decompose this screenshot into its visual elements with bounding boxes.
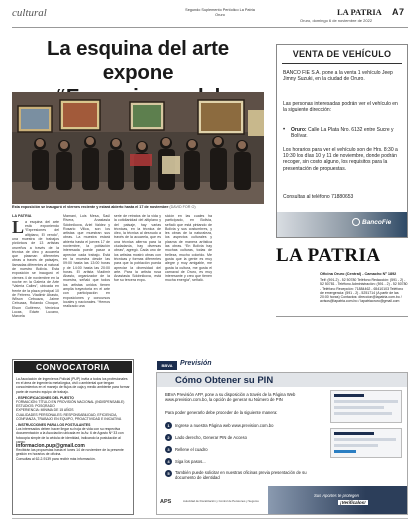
article-column-3-text: serie de retratos de la vida y la cotidianidad del altiplano y del paisaje, hay varias técnicas, en la técnica de óleo, la técnica al desnudo a través de la acuarela, que es una técnica alterna para la ciudadanía, hay diversas obras”, agregó. Cada uno de los artistas mostró obras con técnicas y formas diferentes para que la población pueda apreciar la diversidad del arte. Para la artista rusa Anastasia Sdobnikova, está fue su tercera expo- [114, 214, 161, 283]
supplement-label: Segundo Suplemento Periódico La Patria Oruro [185, 8, 255, 17]
step-2-text: Lado derecho, Generar PIN de Acceso [175, 435, 247, 440]
website-screenshot-2 [330, 428, 402, 458]
aps-logo: APS [160, 499, 172, 505]
masthead-divider [276, 316, 408, 317]
masthead-office: Oficina Oruro (Central) - Camacho Nº 1892 [320, 272, 397, 276]
ad-paragraph-2: Las personas interesadas podrán ver el vehículo en la siguiente dirección: [283, 101, 398, 114]
article-byline: LA PATRIA [12, 214, 32, 218]
prevision-instructions: Para poder generarlo debe proceder de la siguiente manera: [165, 410, 278, 415]
header-divider [12, 27, 408, 28]
convocatoria-deadline: Recibirán las propuestas hasta el lunes 14 de noviembre de la presente gestión en horarios de oficina. [16, 448, 124, 457]
photo-caption [12, 205, 264, 209]
exhibition-photo-illustration [12, 92, 264, 204]
headline-line-1: La esquina del arte expone [47, 37, 229, 84]
ad-contact: Consultas al teléfono 71880653 [283, 194, 354, 200]
masthead-logo: LA PATRIA [276, 245, 381, 266]
website-screenshot-1 [330, 390, 402, 423]
convocatoria-intro: La Asociación de Ingenieros Policial (PUP) invita a todos los profesionales en el área de ingeniería metalúrgica, civil o ambiental que tengan conocimientos en el manejo de flujos de caja y medio ambiente para formar parte de nuestro equipo de trabajo. [16, 377, 130, 394]
article-column-2 [63, 214, 110, 309]
bullet-icon: • [283, 127, 286, 133]
page-footer-divider [12, 518, 408, 519]
step-4-text: Siga los pasos... [175, 459, 206, 464]
convocatoria-studies: ESTUDIOS: POSGRADO [16, 404, 55, 409]
convocatoria-body [16, 377, 130, 461]
ad-title: VENTA DE VEHÍCULO [292, 49, 392, 59]
prevision-slogan: Sus Aportes te protegen [314, 493, 360, 498]
masthead-contact-info: Telf: (591-2) - 52 50780 Teléfono Redacción: (591 - 2) - 52 50781 - Teléfono Administración: (591 - 2) - 52 50780 - Teléfono Recepción: 71884462 - 65410103 Teléfono de emergencia: (591 - 2) - 5251714 (A partir de las 20:00 horas) Contactos: direccion@lapatria.com.bo / avisos@lapatria.com.bo / lapatriaoruro@gmail.com [320, 278, 408, 304]
convocatoria-instructions: Los interesados deben hacer llegar su hoja de vida con su respectiva documentación a la Asociación ubicada en la Av. 6 de Agosto Nº 33 con fotocopia simple de la cédula de identidad, indicando la postulación al cargo: [16, 427, 124, 444]
prevision-brand: Previsión [180, 360, 212, 367]
ad-paragraph-4: Los horarios para ver el vehículo son de Hrs. 8:30 a 10:30 los días 10 y 11 de noviembre, donde podrán recoger, sin costo alguno, los requisitos para la presentación de propuestas. [283, 147, 398, 172]
bbva-logo: BBVA [157, 361, 177, 370]
convocatoria-formation: FORMACIÓN: TÍTULO EN PROVISIÓN NACIONAL (INDISPENSABLE) [16, 400, 125, 405]
article-column-1-text: a esquina del arte está exponiendo “Expresiones del altiplano, El vendo”, una muestra de trabajos pictóricos de 13 artistas orureños a través de la técnica de óleo y acuarela que plasman diferentes obras a través de paisajes, llamadas diferentes al natural de nuestro Bolivia. Esta exposición se inauguró el viernes 4 de noviembre en la noche en la Galería de Arte “Valeria Calles”, ubicada en frente de la plaza principal 10 de Febrero. Vladimir Abasto, Wilson Cebuaza, Jaime Cebuaza, Rolando Choque, Elson Gutiérrez, Verónica Lucas, Edwin Lucano, Marcela [12, 219, 59, 319]
ad-address-text: Calle La Plata Nro. 6132 entre Sucre y Bolívar. [291, 127, 394, 140]
aps-description: Autoridad de Fiscalización y Control de Pensiones y Seguros [183, 499, 259, 503]
article-column-1 [12, 214, 59, 319]
convocatoria-spec-heading: - ESPECIFICACIONES DEL PUESTO [16, 395, 74, 400]
prevision-verify-badge: ¡Verifícalos! [340, 500, 366, 505]
article-column-3 [114, 214, 161, 283]
issue-date: Oruro, domingo 6 de noviembre de 2022 [300, 18, 373, 23]
article-column-4-text: sición en las cuales ha participado, en Bolivia, señaló que está pintando de Bolivia y sus costumbres, y les obras de la naturaleza, los aspectos culturales y plasma de manera artística las obras. “En Bolivia hay muchas culturas, todas de belleza, mucho colorido. Me gusta que la gente es muy alegre y muy amigable, me gusta la cultura, me gusta el carnaval de Oruro, es muy interesante y creo que tienen mucha energía”, señaló. [165, 214, 212, 283]
convocatoria-experience: EXPERIENCIA: MÍNIMA DE 15 AÑOS [16, 408, 74, 413]
step-5-text: También puede solicitar en nuestras oficinas previa presentación de su documento de identidad [175, 470, 307, 480]
caption-text: Esta exposición se inauguró el viernes reciente y estará abierto hasta el 17 de noviembre [12, 205, 169, 209]
step-4-number: 4 [165, 458, 172, 465]
ad-paragraph-1: BANCO FIE S.A. pone a la venta 1 vehículo Jeep Jimny Suzuki, en la ciudad de Oruro. [283, 70, 393, 83]
step-1-text: Ingrese a nuestra Página web www.prevision.com.bo [175, 423, 274, 428]
step-2-number: 2 [165, 434, 172, 441]
article-photo [12, 92, 264, 204]
step-3-text: Rellene el cuadro [175, 447, 208, 452]
step-5-number: 5 [165, 470, 172, 477]
drop-cap: L [12, 216, 25, 237]
ad-address [291, 127, 403, 139]
section-label: cultural [12, 7, 47, 19]
step-3-number: 3 [165, 446, 172, 453]
prevision-title: Cómo Obtener su PIN [175, 375, 274, 386]
convocatoria-instructions-heading: - INSTRUCCIONES PARA LOS POSTULANTES [16, 423, 91, 428]
bank-name: BancoFie [362, 219, 392, 226]
bank-logo-icon [352, 218, 360, 226]
convocatoria-qualities: CUALIDADES PERSONALES: RESPONSABILIDAD, EFICIENCIA, CONFIANZA, TRABAJO EN EQUIPO, PROACTIVIDAD E INICIATIVA [16, 412, 122, 421]
convocatoria-contact: Consultas al 62-2-9139 para recibir más información. [16, 456, 96, 461]
ad-address-label: Oruro: [291, 127, 307, 133]
convocatoria-title: CONVOCATORIA [14, 361, 132, 373]
ad-title-divider [282, 63, 402, 64]
page-number: A7 [392, 7, 405, 17]
newspaper-logo: LA PATRIA [337, 7, 382, 17]
convocatoria-email[interactable]: informacion.pup@gmail.com [16, 443, 85, 450]
caption-credit: (DAVID FOR O) [169, 205, 196, 209]
article-column-4 [165, 214, 212, 283]
prevision-intro: BBVA Previsión AFP, pone a su disposición a través de la Página Web www.prevision.com.bo, la opción de generar su Número de PIN [165, 392, 296, 403]
article-column-2-text: Mamani, Luis Mesa, Saúl Rivera, Anastasia Sdobnikova, Ariel Valdez y Rosario Villca, son los artistas que muestran sus obras. La muestra estará abierta hasta el jueves 17 de noviembre, la población interesada puede pasar a apreciar cada trabajo. Está en la muestra desde las 09:00 hasta las 13:00 horas y de 14:00 hasta las 20:00 horas. El artista Vladimir Abasto, organizador de la muestra, señaló que todos los artistas unidos tienen amplia trayectoria en el arte con participación en exposiciones y concursos locales y nacionales. “Hemos realizado una [63, 214, 110, 309]
step-1-number: 1 [165, 422, 172, 429]
